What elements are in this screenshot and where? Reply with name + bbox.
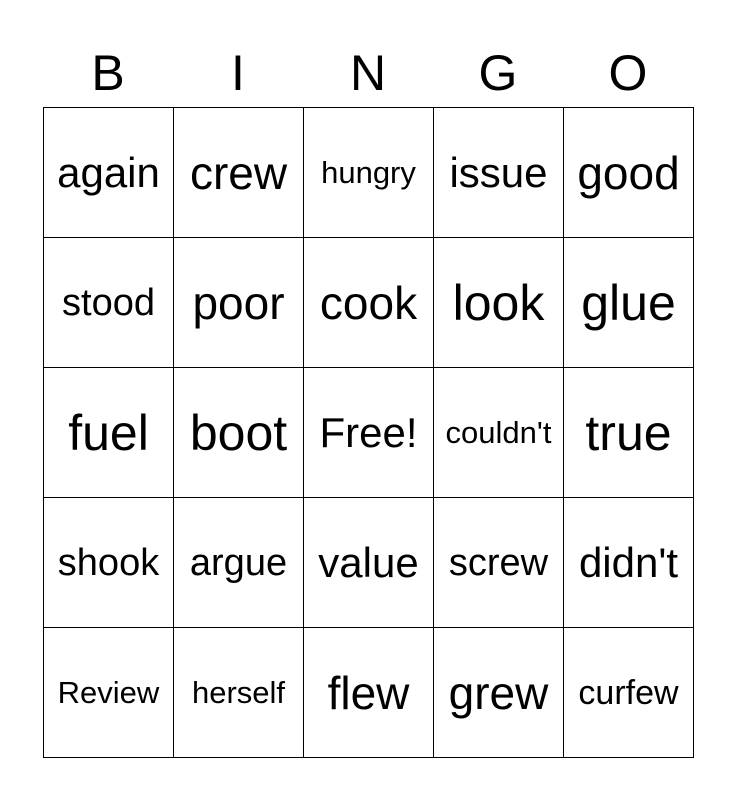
bingo-cell: value [304, 498, 434, 628]
bingo-cell: true [564, 368, 694, 498]
bingo-cell: argue [174, 498, 304, 628]
header-letter-i: I [231, 45, 245, 101]
bingo-header [43, 40, 693, 106]
bingo-cell: fuel [44, 368, 174, 498]
bingo-cell: couldn't [434, 368, 564, 498]
bingo-cell: crew [174, 108, 304, 238]
bingo-cell: look [434, 238, 564, 368]
bingo-cell: issue [434, 108, 564, 238]
bingo-cell: herself [174, 628, 304, 758]
bingo-cell: hungry [304, 108, 434, 238]
header-letter-o: O [608, 45, 648, 101]
bingo-cell: boot [174, 368, 304, 498]
bingo-cell: cook [304, 238, 434, 368]
bingo-cell: glue [564, 238, 694, 368]
bingo-cell: flew [304, 628, 434, 758]
bingo-cell: again [44, 108, 174, 238]
bingo-cell: screw [434, 498, 564, 628]
header-letter-g: G [478, 45, 518, 101]
bingo-cell: poor [174, 238, 304, 368]
bingo-cell: shook [44, 498, 174, 628]
bingo-cell: stood [44, 238, 174, 368]
bingo-board [43, 107, 694, 758]
bingo-cell: Review [44, 628, 174, 758]
bingo-cell: good [564, 108, 694, 238]
free-space-cell: Free! [304, 368, 434, 498]
header-letter-b: B [91, 45, 125, 101]
bingo-cell: curfew [564, 628, 694, 758]
header-letter-n: N [349, 45, 387, 101]
bingo-cell: didn't [564, 498, 694, 628]
bingo-cell: grew [434, 628, 564, 758]
